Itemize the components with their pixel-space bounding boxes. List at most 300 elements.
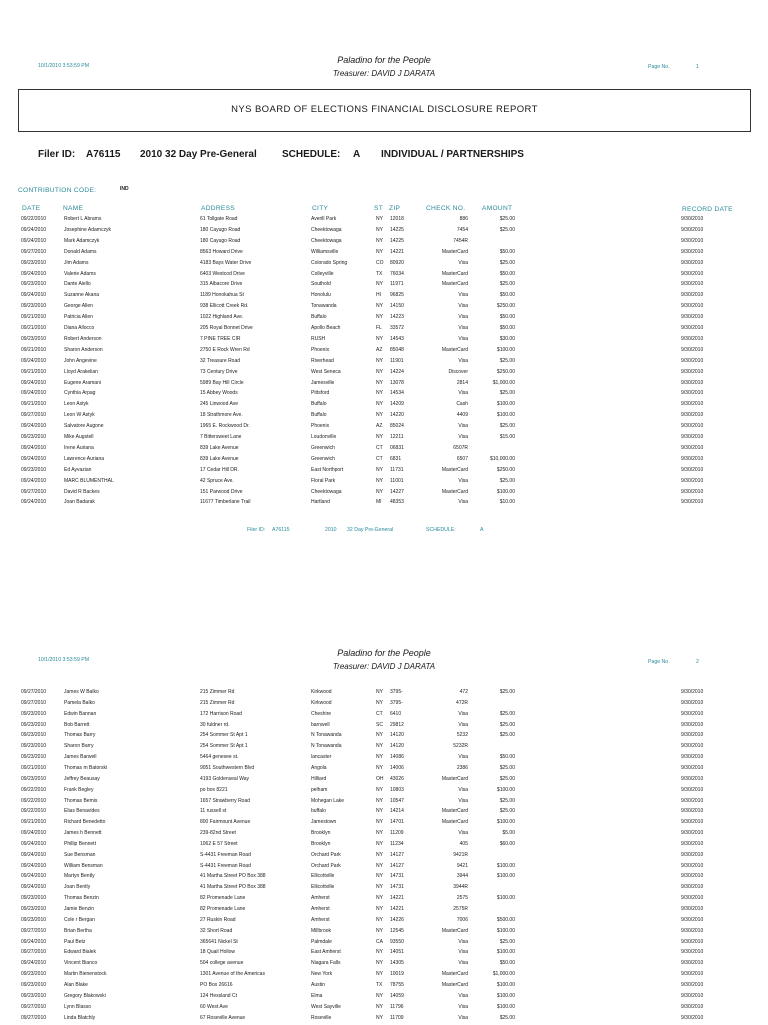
row-amount: $50.00: [500, 249, 515, 255]
row-state: NY: [376, 971, 383, 977]
row-check-no: MasterCard: [442, 467, 468, 473]
row-name: Suzanne Akana: [64, 292, 99, 298]
row-city: Cheshire: [311, 711, 331, 717]
row-date: 09/24/2010: [21, 873, 46, 879]
row-address: 67 Roseville Avenue: [200, 1015, 245, 1021]
row-check-no: 2575R: [453, 906, 468, 912]
row-record-date: 9/30/2010: [681, 369, 703, 375]
row-address: 15 Abbey Woods: [200, 390, 238, 396]
row-date: 09/24/2010: [21, 358, 46, 364]
row-record-date: 9/30/2010: [681, 347, 703, 353]
table-row: [0, 743, 768, 754]
row-city: Amherst: [311, 895, 330, 901]
row-date: 09/23/2010: [21, 336, 46, 342]
row-state: NY: [376, 993, 383, 999]
row-city: Brooklyn: [311, 841, 330, 847]
row-state: NY: [376, 478, 383, 484]
row-name: Robert L Abrams: [64, 216, 101, 222]
row-name: Joan Badarak: [64, 499, 95, 505]
row-record-date: 9/30/2010: [681, 852, 703, 858]
row-date: 09/23/2010: [21, 467, 46, 473]
row-check-no: 4409: [457, 412, 468, 418]
row-state: TX: [376, 271, 382, 277]
row-date: 09/27/2010: [21, 1004, 46, 1010]
row-check-no: Visa: [458, 939, 468, 945]
row-record-date: 9/30/2010: [681, 390, 703, 396]
row-address: 32 Treasure Road: [200, 358, 240, 364]
table-row: [0, 467, 768, 478]
row-state: NY: [376, 401, 383, 407]
row-amount: $60.00: [500, 841, 515, 847]
row-name: Diana Allocco: [64, 325, 94, 331]
row-amount: $50.00: [500, 754, 515, 760]
row-city: Mohegan Lake: [311, 798, 344, 804]
row-state: OH: [376, 776, 384, 782]
page2-page-number-label: Page No.: [648, 659, 670, 665]
row-record-date: 9/30/2010: [681, 238, 703, 244]
row-address: 1062 E 57 Street: [200, 841, 238, 847]
row-amount: $250.00: [497, 467, 515, 473]
row-check-no: Visa: [458, 949, 468, 955]
row-date: 09/24/2010: [21, 841, 46, 847]
header-record-date: RECORD DATE: [682, 206, 733, 213]
row-address: 17 Cedar Hill DR.: [200, 467, 239, 473]
row-date: 09/27/2010: [21, 700, 46, 706]
row-check-no: Visa: [458, 434, 468, 440]
row-record-date: 9/30/2010: [681, 292, 703, 298]
table-row: [0, 830, 768, 841]
row-check-no: 5232: [457, 732, 468, 738]
row-address: 18 Quail Hollow: [200, 949, 235, 955]
row-check-no: 3944: [457, 873, 468, 879]
header-amount: AMOUNT: [482, 205, 512, 212]
row-check-no: 9421: [457, 863, 468, 869]
row-amount: $100.00: [497, 982, 515, 988]
row-record-date: 9/30/2010: [681, 732, 703, 738]
row-city: Hartland: [311, 499, 330, 505]
row-date: 09/22/2010: [21, 787, 46, 793]
row-address: 1965 E. Rockwood Dr.: [200, 423, 250, 429]
row-city: Loudonville: [311, 434, 336, 440]
row-name: Martyn Bently: [64, 873, 95, 879]
row-date: 09/24/2010: [21, 960, 46, 966]
row-city: Roseville: [311, 1015, 331, 1021]
row-address: 800 Fairmount Avenue: [200, 819, 250, 825]
row-record-date: 9/30/2010: [681, 754, 703, 760]
page2-committee-title: Paladino for the People: [0, 648, 768, 658]
row-address: 27 Ruskin Road: [200, 917, 236, 923]
row-address: 1022 Highland Ave.: [200, 314, 243, 320]
row-record-date: 9/30/2010: [681, 336, 703, 342]
row-zip: 14221: [390, 906, 404, 912]
row-date: 09/24/2010: [21, 456, 46, 462]
row-name: Paul Betz: [64, 939, 85, 945]
table-row: [0, 281, 768, 292]
row-city: Williamsville: [311, 249, 338, 255]
table-row: [0, 238, 768, 249]
table-row: [0, 390, 768, 401]
row-city: barnwell: [311, 722, 330, 728]
row-record-date: 9/30/2010: [681, 380, 703, 386]
row-zip: 3795-: [390, 689, 403, 695]
row-state: NY: [376, 700, 383, 706]
table-row: [0, 808, 768, 819]
row-name: Lynn Blasso: [64, 1004, 91, 1010]
table-row: [0, 873, 768, 884]
row-zip: 14120: [390, 732, 404, 738]
row-date: 09/23/2010: [21, 260, 46, 266]
row-address: 82 Promenade Lane: [200, 906, 245, 912]
row-check-no: 7006: [457, 917, 468, 923]
row-check-no: Visa: [458, 358, 468, 364]
table-row: [0, 884, 768, 895]
row-city: East Northport: [311, 467, 343, 473]
row-name: David R Backes: [64, 489, 100, 495]
row-amount: $25.00: [500, 711, 515, 717]
row-city: Honolulu: [311, 292, 331, 298]
header-state: ST: [374, 205, 383, 212]
row-address: 7 PINE TREE CIR: [200, 336, 240, 342]
row-check-no: Visa: [458, 303, 468, 309]
row-state: NY: [376, 895, 383, 901]
row-name: Thomas Benzin: [64, 895, 99, 901]
row-city: Millbrook: [311, 928, 331, 934]
row-amount: $50.00: [500, 314, 515, 320]
row-zip: 76034: [390, 271, 404, 277]
table-row: [0, 819, 768, 830]
row-city: Buffalo: [311, 412, 326, 418]
row-address: S-4431 Freeman Road: [200, 852, 251, 858]
row-name: Edwin Bannan: [64, 711, 96, 717]
row-date: 09/23/2010: [21, 971, 46, 977]
row-name: Richard Benedetto: [64, 819, 105, 825]
row-check-no: MasterCard: [442, 489, 468, 495]
row-city: Phoenix: [311, 423, 329, 429]
row-state: MI: [376, 499, 382, 505]
row-amount: $100.00: [497, 928, 515, 934]
row-state: NY: [376, 732, 383, 738]
row-record-date: 9/30/2010: [681, 260, 703, 266]
row-check-no: 6507R: [453, 445, 468, 451]
row-state: FL: [376, 325, 382, 331]
row-date: 09/24/2010: [21, 227, 46, 233]
row-name: William Bensman: [64, 863, 103, 869]
row-zip: 14224: [390, 369, 404, 375]
row-city: Jamesville: [311, 380, 334, 386]
row-city: Colorado Spring: [311, 260, 347, 266]
row-date: 09/23/2010: [21, 754, 46, 760]
row-city: Buffalo: [311, 314, 326, 320]
row-date: 09/23/2010: [21, 711, 46, 717]
row-zip: 11731: [390, 467, 404, 473]
row-zip: 14731: [390, 884, 404, 890]
row-date: 09/21/2010: [21, 765, 46, 771]
row-record-date: 9/30/2010: [681, 467, 703, 473]
table-row: [0, 863, 768, 874]
row-check-no: Visa: [458, 830, 468, 836]
contribution-code-label: CONTRIBUTION CODE:: [18, 187, 96, 194]
row-record-date: 9/30/2010: [681, 478, 703, 484]
table-row: [0, 260, 768, 271]
row-date: 09/24/2010: [21, 380, 46, 386]
row-name: Vincent Bianco: [64, 960, 97, 966]
table-row: [0, 700, 768, 711]
row-zip: 14543: [390, 336, 404, 342]
row-amount: $100.00: [497, 412, 515, 418]
print-timestamp: 10/1/2010 3:53:59 PM: [38, 63, 89, 69]
row-check-no: Visa: [458, 787, 468, 793]
row-state: NY: [376, 467, 383, 473]
row-state: AZ: [376, 423, 382, 429]
row-city: New York: [311, 971, 332, 977]
row-amount: $25.00: [500, 478, 515, 484]
row-name: Salvatore Augone: [64, 423, 103, 429]
row-name: Josephine Adamczyk: [64, 227, 111, 233]
row-city: West Sayville: [311, 1004, 341, 1010]
row-zip: 14227: [390, 489, 404, 495]
table-row: [0, 852, 768, 863]
row-address: 41 Martha Street PO Box 388: [200, 884, 266, 890]
row-city: Orchard Park: [311, 863, 341, 869]
row-state: NY: [376, 808, 383, 814]
table-row: [0, 216, 768, 227]
footer-year: 2010: [325, 527, 337, 533]
row-zip: 11001: [390, 478, 404, 484]
row-record-date: 9/30/2010: [681, 456, 703, 462]
row-city: Colleyville: [311, 271, 334, 277]
row-check-no: 472: [460, 689, 468, 695]
row-address: 938 Ellicott Creek Rd.: [200, 303, 248, 309]
row-name: Sue Bensman: [64, 852, 95, 858]
row-address: PO Box 26616: [200, 982, 233, 988]
row-record-date: 9/30/2010: [681, 971, 703, 977]
row-city: Palmdale: [311, 939, 332, 945]
row-name: Edward Bialek: [64, 949, 96, 955]
row-address: 215 Zimmer Rd: [200, 689, 234, 695]
contribution-code: IND: [120, 186, 129, 192]
row-check-no: MasterCard: [442, 982, 468, 988]
row-amount: $25.00: [500, 216, 515, 222]
row-check-no: MasterCard: [442, 776, 468, 782]
committee-title: Paladino for the People: [0, 55, 768, 65]
row-zip: 11709: [390, 1015, 404, 1021]
row-name: George Allen: [64, 303, 93, 309]
table-row: [0, 1004, 768, 1015]
table-row: [0, 971, 768, 982]
header-city: CITY: [312, 205, 328, 212]
row-address: 151 Parwood Drive: [200, 489, 243, 495]
row-amount: $25.00: [500, 798, 515, 804]
row-address: 239-82nd Street: [200, 830, 236, 836]
row-name: John Angevine: [64, 358, 97, 364]
row-name: Bob Barrett: [64, 722, 89, 728]
row-address: 504 college avenue: [200, 960, 243, 966]
row-record-date: 9/30/2010: [681, 423, 703, 429]
row-amount: $25.00: [500, 390, 515, 396]
row-record-date: 9/30/2010: [681, 841, 703, 847]
row-state: CT: [376, 445, 383, 451]
row-name: Leon Astyk: [64, 401, 88, 407]
row-zip: 13078: [390, 380, 404, 386]
row-date: 09/21/2010: [21, 401, 46, 407]
row-record-date: 9/30/2010: [681, 830, 703, 836]
row-zip: 43026: [390, 776, 404, 782]
row-date: 09/24/2010: [21, 852, 46, 858]
row-record-date: 9/30/2010: [681, 700, 703, 706]
row-state: NY: [376, 303, 383, 309]
row-address: 4183 Bays Water Drive: [200, 260, 251, 266]
row-address: 82 Promenade Lane: [200, 895, 245, 901]
row-name: Phillip Bennett: [64, 841, 96, 847]
row-date: 09/24/2010: [21, 423, 46, 429]
row-city: Tonawanda: [311, 303, 337, 309]
row-check-no: 5232R: [453, 743, 468, 749]
table-row: [0, 347, 768, 358]
row-address: 315 Albacore Drive: [200, 281, 242, 287]
row-zip: 14127: [390, 863, 404, 869]
row-address: 2750 E Rock Wren Rd: [200, 347, 250, 353]
row-check-no: Visa: [458, 325, 468, 331]
row-amount: $100.00: [497, 873, 515, 879]
row-amount: $100.00: [497, 949, 515, 955]
row-date: 09/23/2010: [21, 722, 46, 728]
row-city: Floral Park: [311, 478, 335, 484]
row-zip: 11234: [390, 841, 404, 847]
row-name: Mark Adamczyk: [64, 238, 99, 244]
row-record-date: 9/30/2010: [681, 1015, 703, 1021]
row-date: 09/22/2010: [21, 798, 46, 804]
row-record-date: 9/30/2010: [681, 765, 703, 771]
row-check-no: Visa: [458, 292, 468, 298]
row-state: NY: [376, 917, 383, 923]
row-record-date: 9/30/2010: [681, 722, 703, 728]
row-amount: $100.00: [497, 863, 515, 869]
row-amount: $1,000.00: [493, 971, 515, 977]
row-name: Patricia Allen: [64, 314, 93, 320]
row-address: 11677 Timberlane Trail: [200, 499, 251, 505]
row-date: 09/27/2010: [21, 412, 46, 418]
row-amount: $10.00: [500, 499, 515, 505]
row-name: Elias Benavides: [64, 808, 100, 814]
row-city: buffalo: [311, 808, 326, 814]
row-date: 09/27/2010: [21, 1015, 46, 1021]
row-city: Elma: [311, 993, 322, 999]
row-city: Orchard Park: [311, 852, 341, 858]
row-date: 09/27/2010: [21, 249, 46, 255]
row-zip: 14305: [390, 960, 404, 966]
row-zip: 12545: [390, 928, 404, 934]
row-record-date: 9/30/2010: [681, 982, 703, 988]
table-row: [0, 917, 768, 928]
row-address: 5989 Bay Hill Circle: [200, 380, 244, 386]
row-zip: 14120: [390, 743, 404, 749]
row-state: NY: [376, 960, 383, 966]
row-record-date: 9/30/2010: [681, 819, 703, 825]
table-row: [0, 841, 768, 852]
row-state: NY: [376, 1015, 383, 1021]
row-date: 09/23/2010: [21, 776, 46, 782]
row-check-no: MasterCard: [442, 271, 468, 277]
row-state: NY: [376, 412, 383, 418]
table-row: [0, 765, 768, 776]
row-date: 09/27/2010: [21, 949, 46, 955]
row-date: 09/21/2010: [21, 347, 46, 353]
row-amount: $100.00: [497, 489, 515, 495]
row-date: 09/23/2010: [21, 906, 46, 912]
table-row: [0, 423, 768, 434]
row-zip: 14731: [390, 873, 404, 879]
table-row: [0, 456, 768, 467]
row-city: Jamestown: [311, 819, 336, 825]
row-date: 09/24/2010: [21, 292, 46, 298]
table-row: [0, 1015, 768, 1025]
row-check-no: MasterCard: [442, 249, 468, 255]
row-record-date: 9/30/2010: [681, 917, 703, 923]
row-city: Angola: [311, 765, 327, 771]
filer-id-label: Filer ID:: [38, 149, 75, 160]
schedule-description: INDIVIDUAL / PARTNERSHIPS: [381, 149, 524, 160]
header-zip: ZIP: [389, 205, 400, 212]
row-state: NY: [376, 336, 383, 342]
row-state: TX: [376, 982, 382, 988]
row-name: Leon W Astyk: [64, 412, 95, 418]
table-row: [0, 732, 768, 743]
row-state: NY: [376, 841, 383, 847]
row-check-no: MasterCard: [442, 819, 468, 825]
row-city: Brooklyn: [311, 830, 330, 836]
row-city: Averill Park: [311, 216, 336, 222]
row-record-date: 9/30/2010: [681, 711, 703, 717]
row-check-no: MasterCard: [442, 347, 468, 353]
row-record-date: 9/30/2010: [681, 314, 703, 320]
row-check-no: Visa: [458, 993, 468, 999]
row-state: NY: [376, 689, 383, 695]
table-row: [0, 993, 768, 1004]
footer-filer-id-label: Filer ID:: [247, 527, 265, 533]
row-record-date: 9/30/2010: [681, 445, 703, 451]
row-record-date: 9/30/2010: [681, 434, 703, 440]
row-record-date: 9/30/2010: [681, 895, 703, 901]
table-row: [0, 434, 768, 445]
footer-filer-id: A76115: [272, 527, 290, 533]
row-zip: 14223: [390, 314, 404, 320]
table-row: [0, 939, 768, 950]
row-date: 09/24/2010: [21, 830, 46, 836]
row-state: SC: [376, 722, 383, 728]
row-state: NY: [376, 249, 383, 255]
row-check-no: Visa: [458, 722, 468, 728]
row-date: 09/27/2010: [21, 928, 46, 934]
row-record-date: 9/30/2010: [681, 499, 703, 505]
row-zip: 14150: [390, 303, 404, 309]
row-date: 09/23/2010: [21, 434, 46, 440]
row-city: Hilliard: [311, 776, 326, 782]
row-zip: 10019: [390, 971, 404, 977]
row-name: MARC BLUMENTHAL: [64, 478, 114, 484]
row-name: Irene Auriana: [64, 445, 94, 451]
row-city: RUSH: [311, 336, 325, 342]
row-record-date: 9/30/2010: [681, 271, 703, 277]
row-city: Phoenix: [311, 347, 329, 353]
row-city: Apollo Beach: [311, 325, 340, 331]
row-city: Cheektowaga: [311, 227, 342, 233]
row-record-date: 9/30/2010: [681, 939, 703, 945]
row-check-no: Visa: [458, 1004, 468, 1010]
table-row: [0, 787, 768, 798]
row-name: Lawrence Auriana: [64, 456, 104, 462]
row-check-no: Visa: [458, 754, 468, 760]
table-row: [0, 314, 768, 325]
